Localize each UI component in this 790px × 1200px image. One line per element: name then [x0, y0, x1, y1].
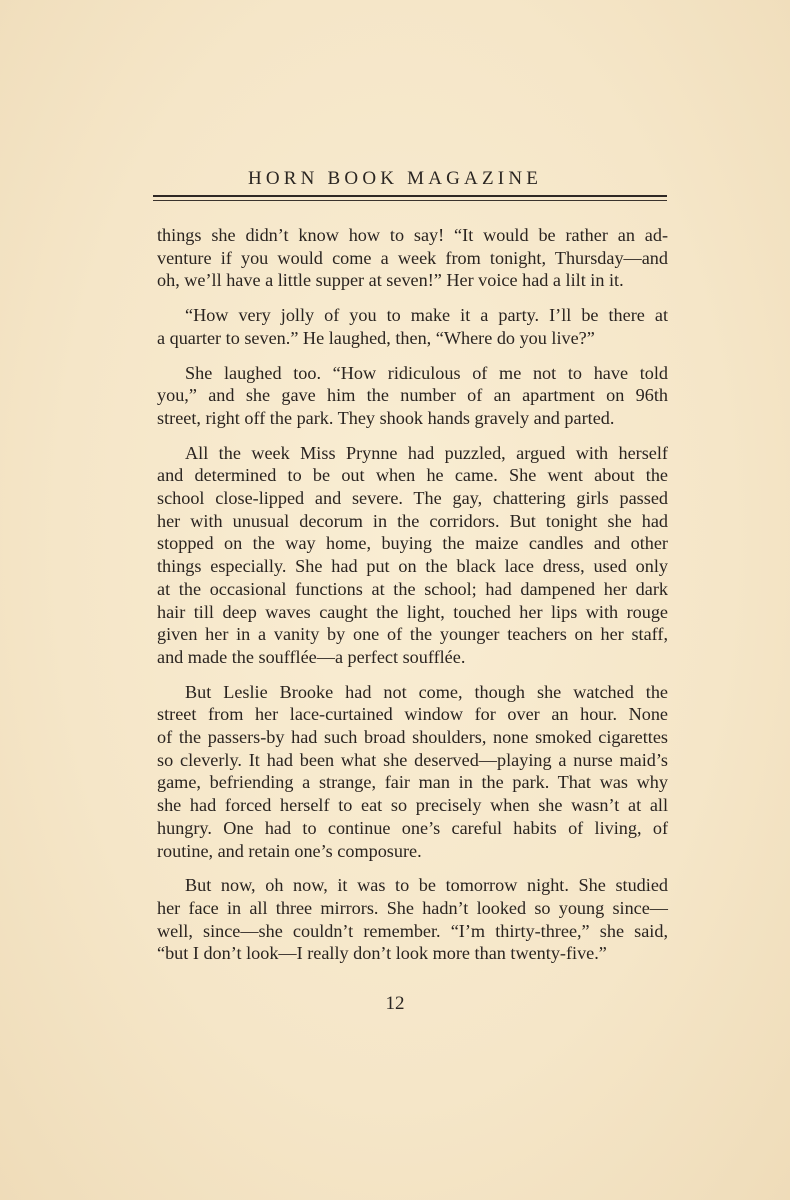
paragraph	[157, 304, 668, 349]
text-line: things she didn’t know how to say! “It would be rather an ad-	[157, 225, 668, 245]
text-line: at the occasional functions at the school; had dampened her dark	[157, 578, 668, 599]
text-line: so cleverly. It had been what she deserved—playing a nurse maid’s	[157, 749, 668, 770]
text-line: But now, oh now, it was to be tomorrow night. She studied	[185, 875, 668, 896]
text-line: and determined to be out when he came. She went about the	[157, 465, 668, 486]
text-line: well, since—she couldn’t remember. “I’m thirty-three,” she said,	[157, 920, 668, 941]
text-line: and made the soufflée—a perfect soufflée.	[157, 646, 466, 667]
paragraph	[157, 224, 668, 292]
paragraph	[157, 442, 668, 669]
text-line: oh, we’ll have a little supper at seven!” Her voice had a lilt in it.	[157, 270, 624, 291]
text-line: street from her lace-curtained window for over an hour. None	[157, 704, 668, 725]
paragraph	[157, 362, 668, 430]
text-line: venture if you would come a week from tonight, Thursday—and	[157, 247, 668, 268]
running-header: HORN BOOK MAGAZINE	[247, 168, 543, 189]
text-line: a quarter to seven.” He laughed, then, “Where do you live?”	[157, 327, 595, 348]
text-line: “but I don’t look—I really don’t look more than twenty-five.”	[157, 943, 607, 964]
text-line: She laughed too. “How ridiculous of me not to have told	[185, 362, 668, 383]
text-line: she had forced herself to eat so precisely when she wasn’t at all	[157, 795, 668, 816]
text-line: But Leslie Brooke had not come, though she watched the	[185, 681, 668, 702]
text-line: routine, and retain one’s composure.	[157, 840, 422, 861]
header-rule-thick	[153, 195, 667, 197]
body-text	[157, 224, 668, 977]
text-line: street, right off the park. They shook hands gravely and parted.	[157, 407, 615, 428]
text-line: school close-lipped and severe. The gay, chattering girls passed	[157, 488, 668, 509]
paragraph	[157, 874, 668, 965]
text-line: of the passers-by had such broad shoulders, none smoked cigarettes	[157, 727, 668, 748]
text-line: her with unusual decorum in the corridors. But tonight she had	[157, 510, 668, 531]
header-rule-thin	[153, 200, 667, 201]
text-line: given her in a vanity by one of the younger teachers on her staff,	[157, 624, 668, 645]
paragraph	[157, 681, 668, 863]
page-number: 12	[385, 993, 405, 1014]
text-line: game, befriending a strange, fair man in the park. That was why	[157, 772, 668, 793]
text-line: things especially. She had put on the black lace dress, used only	[157, 556, 668, 577]
text-line: stopped on the way home, buying the maize candles and other	[157, 533, 668, 554]
text-line: hungry. One had to continue one’s careful habits of living, of	[157, 817, 668, 838]
text-line: her face in all three mirrors. She hadn’t looked so young since—	[157, 897, 668, 918]
text-line: All the week Miss Prynne had puzzled, argued with herself	[185, 442, 668, 463]
text-line: “How very jolly of you to make it a party. I’ll be there at	[185, 305, 668, 326]
text-line: hair till deep waves caught the light, touched her lips with rouge	[157, 601, 668, 622]
text-line: you,” and she gave him the number of an apartment on 96th	[157, 385, 668, 406]
